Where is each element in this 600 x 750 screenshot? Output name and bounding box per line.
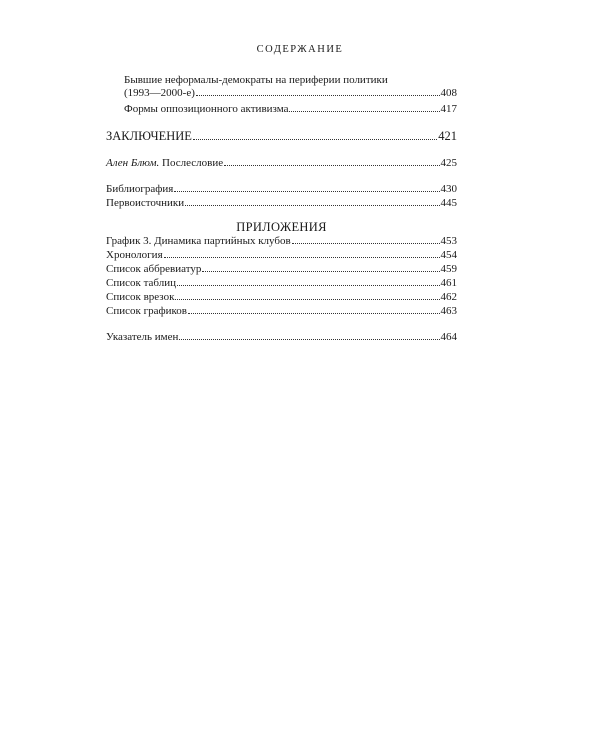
toc-entry-appendix: [106, 277, 457, 290]
toc-entry-title: Формы оппозиционного активизма: [124, 103, 289, 115]
toc-entry-title: Список врезок: [106, 291, 175, 303]
toc-entry-title: ЗАКЛЮЧЕНИЕ: [106, 129, 192, 143]
toc-entry-page: 464: [440, 331, 457, 343]
toc-entry-line: Бывшие неформалы-демократы на периферии политики: [124, 74, 388, 86]
page-header: СОДЕРЖАНИЕ: [256, 44, 344, 55]
toc-entry-appendix: [106, 235, 457, 248]
toc-entry-page: 445: [440, 197, 457, 209]
toc-entry-page: 453: [440, 235, 457, 247]
dot-leader: [179, 339, 439, 340]
toc-entry-afterword: [106, 157, 457, 170]
dot-leader: [177, 285, 440, 286]
toc-entry-page: 430: [440, 183, 457, 195]
dot-leader: [196, 95, 440, 96]
toc-entry-bibliography: [106, 183, 457, 196]
toc-entry-title: Список графиков: [106, 305, 187, 317]
dot-leader: [292, 243, 440, 244]
toc-entry-page: 454: [440, 249, 457, 261]
dot-leader: [188, 313, 440, 314]
toc-entry-page: 459: [440, 263, 457, 275]
toc-entry-appendix: [106, 305, 457, 318]
toc-entry: [106, 87, 457, 100]
toc-entry-page: 425: [440, 157, 457, 169]
dot-leader: [289, 111, 439, 112]
toc-entry-page: 408: [440, 87, 457, 99]
toc-entry-title: Хронология: [106, 249, 163, 261]
toc-entry-title: Список аббревиатур: [106, 263, 202, 275]
dot-leader: [174, 191, 439, 192]
toc-entry-title: Указатель имен: [106, 331, 179, 343]
toc-entry-page: 462: [440, 291, 457, 303]
toc-entry-title: (1993—2000-е): [124, 87, 195, 99]
toc-entry-appendix: [106, 263, 457, 276]
toc-entry-title: Библиография: [106, 183, 174, 195]
dot-leader: [164, 257, 440, 258]
table-of-contents: [106, 74, 457, 344]
toc-entry: [106, 103, 457, 116]
appendix-list: [106, 235, 457, 318]
toc-entry-conclusion: [106, 129, 457, 144]
dot-leader: [193, 139, 437, 140]
toc-entry-page: 461: [440, 277, 457, 289]
toc-entry-title: Первоисточники: [106, 197, 185, 209]
toc-entry-page: 463: [440, 305, 457, 317]
dot-leader: [175, 299, 439, 300]
toc-entry-appendix: [106, 291, 457, 304]
toc-entry-page: 421: [438, 129, 457, 143]
toc-entry-page: 417: [440, 103, 457, 115]
toc-entry-sources: [106, 197, 457, 210]
appendices-title: ПРИЛОЖЕНИЯ: [236, 220, 327, 234]
toc-entry-title: График 3. Динамика партийных клубов: [106, 235, 291, 247]
toc-entry-author: Ален Блюм.: [106, 157, 160, 169]
dot-leader: [224, 165, 439, 166]
toc-entry-appendix: [106, 249, 457, 262]
toc-entry-index: [106, 331, 457, 344]
dot-leader: [202, 271, 439, 272]
toc-entry-title: Список таблиц: [106, 277, 176, 289]
dot-leader: [185, 205, 439, 206]
toc-entry-title: Послесловие: [159, 157, 224, 169]
